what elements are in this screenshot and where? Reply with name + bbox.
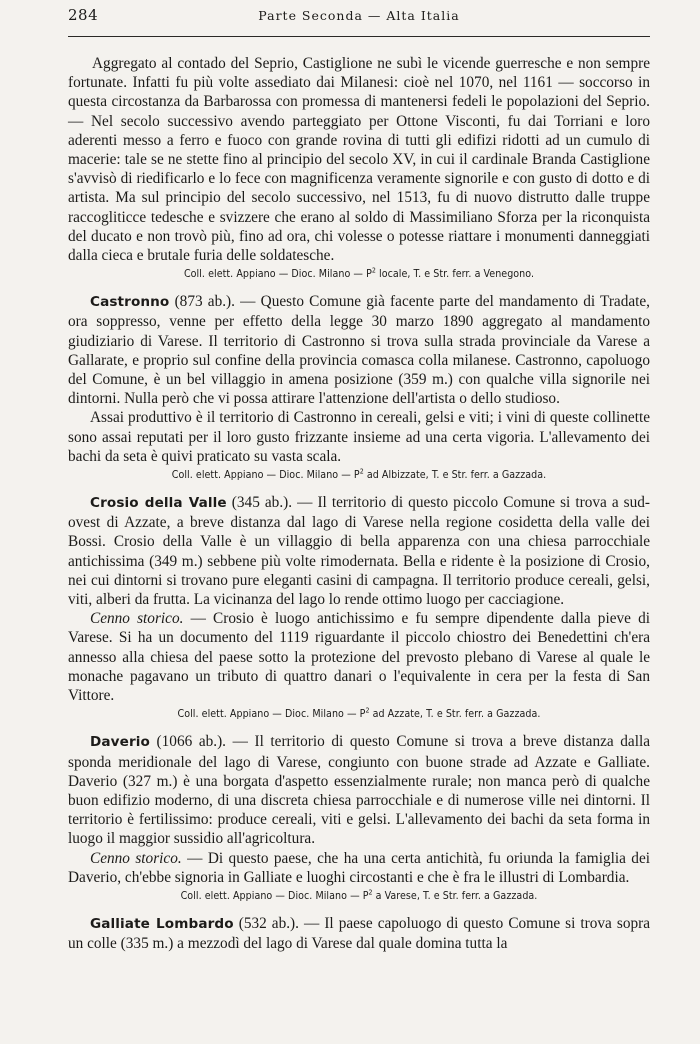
castronno-paragraph-1 bbox=[68, 292, 650, 408]
entry-population: (1066 ab.). bbox=[156, 733, 227, 751]
info-text-post: ad Albizzate, T. e Str. ferr. a Gazzada. bbox=[363, 469, 547, 482]
daverio-paragraph-1 bbox=[68, 732, 650, 848]
entry-text: — Il territorio di questo piccolo Comune si trova a sud-ovest di Azzate, a breve distanza dal lago di Varese nella regione cosidetta della valle dei Bossi. Crosio della Valle è un villaggio di bella apparenza con una chiesa parrocchiale antichissima (349 m.) sebbene più volte rimodernata. Bella e ridente è la posizione di Crosio, nei cui dintorni si trovano pure eleganti casini di campagna. Il territorio produce cereali, gelsi, viti, alberi da frutta. La vicinanza del lago lo rende ottimo luogo per cacciagione. bbox=[68, 494, 651, 609]
entry-daverio bbox=[68, 732, 650, 903]
info-text-post: locale, T. e Str. ferr. a Venegono. bbox=[375, 268, 535, 281]
daverio-cenno-storico bbox=[68, 849, 650, 887]
crosio-paragraph-1 bbox=[68, 493, 650, 609]
entry-crosio bbox=[68, 493, 650, 721]
crosio-cenno-storico bbox=[68, 609, 650, 705]
info-superscript: 2 bbox=[359, 467, 364, 476]
entry-population: (345 ab.). bbox=[231, 494, 293, 512]
info-superscript: 2 bbox=[365, 706, 370, 715]
galliate-paragraph-1 bbox=[68, 914, 650, 953]
entry-text: — Questo Comune già facente parte del mandamento di Tradate, ora soppresso, venne per effetto della legge 30 marzo 1890 aggregato al mandamento giudiziario di Varese. Il territorio di Castronno si trova sulla strada provinciale da Varese a Gallarate, e proprio sul confine della provincia comasca colla milanese. Castronno, capoluogo del Comune, è un bel villaggio in amena posizione (359 m.) con qualche villa signorile nei dintorni. Nulla però che vi possa attirare l'attenzione dell'artista o dello studioso. bbox=[68, 293, 651, 408]
castronno-info-line bbox=[68, 468, 650, 482]
entry-castronno bbox=[68, 292, 650, 482]
entry-galliate-lombardo bbox=[68, 914, 650, 953]
running-head: Parte Seconda — Alta Italia bbox=[258, 8, 460, 23]
daverio-info-line bbox=[68, 889, 650, 903]
info-text-pre: Coll. elett. Appiano — Dioc. Milano — P bbox=[180, 889, 369, 902]
entry-castiglione bbox=[68, 54, 650, 281]
entry-title: Galliate Lombardo bbox=[90, 915, 234, 932]
entry-population: (532 ab.). bbox=[238, 914, 299, 932]
cenno-storico-label: Cenno storico. bbox=[90, 610, 184, 628]
page-content bbox=[68, 54, 650, 953]
entry-title: Daverio bbox=[90, 734, 150, 751]
page-number: 284 bbox=[68, 6, 99, 24]
page-header bbox=[68, 6, 650, 28]
entry-title: Crosio della Valle bbox=[90, 495, 227, 512]
info-superscript: 2 bbox=[371, 266, 376, 275]
info-text-post: a Varese, T. e Str. ferr. a Gazzada. bbox=[372, 889, 538, 902]
entry-text: — Il territorio di questo Comune si trova a breve distanza dalla sponda meridionale del lago di Varese, congiunto con buone strade ad Azzate e Galliate. Daverio (327 m.) è una borgata d'aspetto essenzialmente rurale; non manca però di qualche buon edifizio moderno, di una discreta chiesa parrocchiale e di numerose ville nei dintorni. Il territorio è fertilissimo: produce cereali, viti e gelsi. L'allevamento dei bachi da seta forma in luogo il maggior sussidio all'agricoltura. bbox=[68, 733, 650, 848]
info-text-pre: Coll. elett. Appiano — Dioc. Milano — P bbox=[171, 469, 360, 482]
entry-population: (873 ab.). bbox=[174, 293, 235, 311]
cenno-storico-label: Cenno storico. bbox=[90, 849, 182, 867]
info-text-pre: Coll. elett. Appiano — Dioc. Milano — P bbox=[177, 708, 366, 721]
castronno-paragraph-2: Assai produttivo è il territorio di Castronno in cereali, gelsi e viti; i vini di queste collinette sono assai reputati per il loro gusto frizzante insieme ad una certa vigoria. L'allevamento dei bachi da seta è quivi praticato su vasta scala. bbox=[68, 409, 650, 465]
info-text-pre: Coll. elett. Appiano — Dioc. Milano — P bbox=[183, 268, 372, 281]
cenno-storico-text: — Di questo paese, che ha una certa antichità, fu oriunda la famiglia dei Daverio, ch'ebbe signoria in Galliate e luoghi circostanti e che è fra le illustri di Lombardia. bbox=[68, 849, 650, 886]
entry-title: Castronno bbox=[90, 294, 170, 311]
header-rule bbox=[68, 36, 650, 37]
info-text-post: ad Azzate, T. e Str. ferr. a Gazzada. bbox=[369, 708, 541, 721]
castiglione-info-line bbox=[68, 267, 650, 281]
crosio-info-line bbox=[68, 707, 650, 721]
entry-text: — Il paese capoluogo di questo Comune si trova sopra un colle (335 m.) a mezzodì del lago di Varese dal quale domina tutta la bbox=[68, 914, 651, 953]
cenno-storico-text: — Crosio è luogo antichissimo e fu sempre dipendente dalla pieve di Varese. Si ha un documento del 1119 riguardante il piccolo chiostro dei Benedettini ch'era annesso alla chiesa del paese sotto la protezione del prevosto plebano di Varese al quale le monache pagavano un tributo di quattro danari o l'equivalente in cera per la festa di San Vittore. bbox=[68, 610, 650, 705]
info-superscript: 2 bbox=[368, 888, 373, 897]
castiglione-paragraph: Aggregato al contado del Seprio, Castiglione ne subì le vicende guerresche e non sempre fortunate. Infatti fu più volte assediato dai Milanesi: cioè nel 1070, nel 1161 — soccorso in questa circostanza da Barbarossa con promessa di mantenersi fedeli le popolazioni del Seprio. — Nel secolo successivo avendo parteggiato per Ottone Visconti, fu dai Torriani e loro aderenti messo a ferro e fuoco con grande rovina di tutti gli edifizi ridotti ad un cumulo di macerie: tale se ne stette fino al principio del secolo XV, in cui il cardinale Branda Castiglione s'avvisò di riedificarlo e lo fece con magnificenza veramente signorile e con gusto di dotto e di artista. Ma sul principio del secolo successivo, nel 1513, fu di nuovo distrutto dalle truppe raccogliticce tedesche e svizzere che erano al soldo di Massimiliano Sforza per la riconquista del ducato e non trovò più, fino ad ora, chi volesse o potesse riattare i monumenti danneggiati dalla cieca e brutale furia delle soldatesche. bbox=[68, 55, 650, 265]
